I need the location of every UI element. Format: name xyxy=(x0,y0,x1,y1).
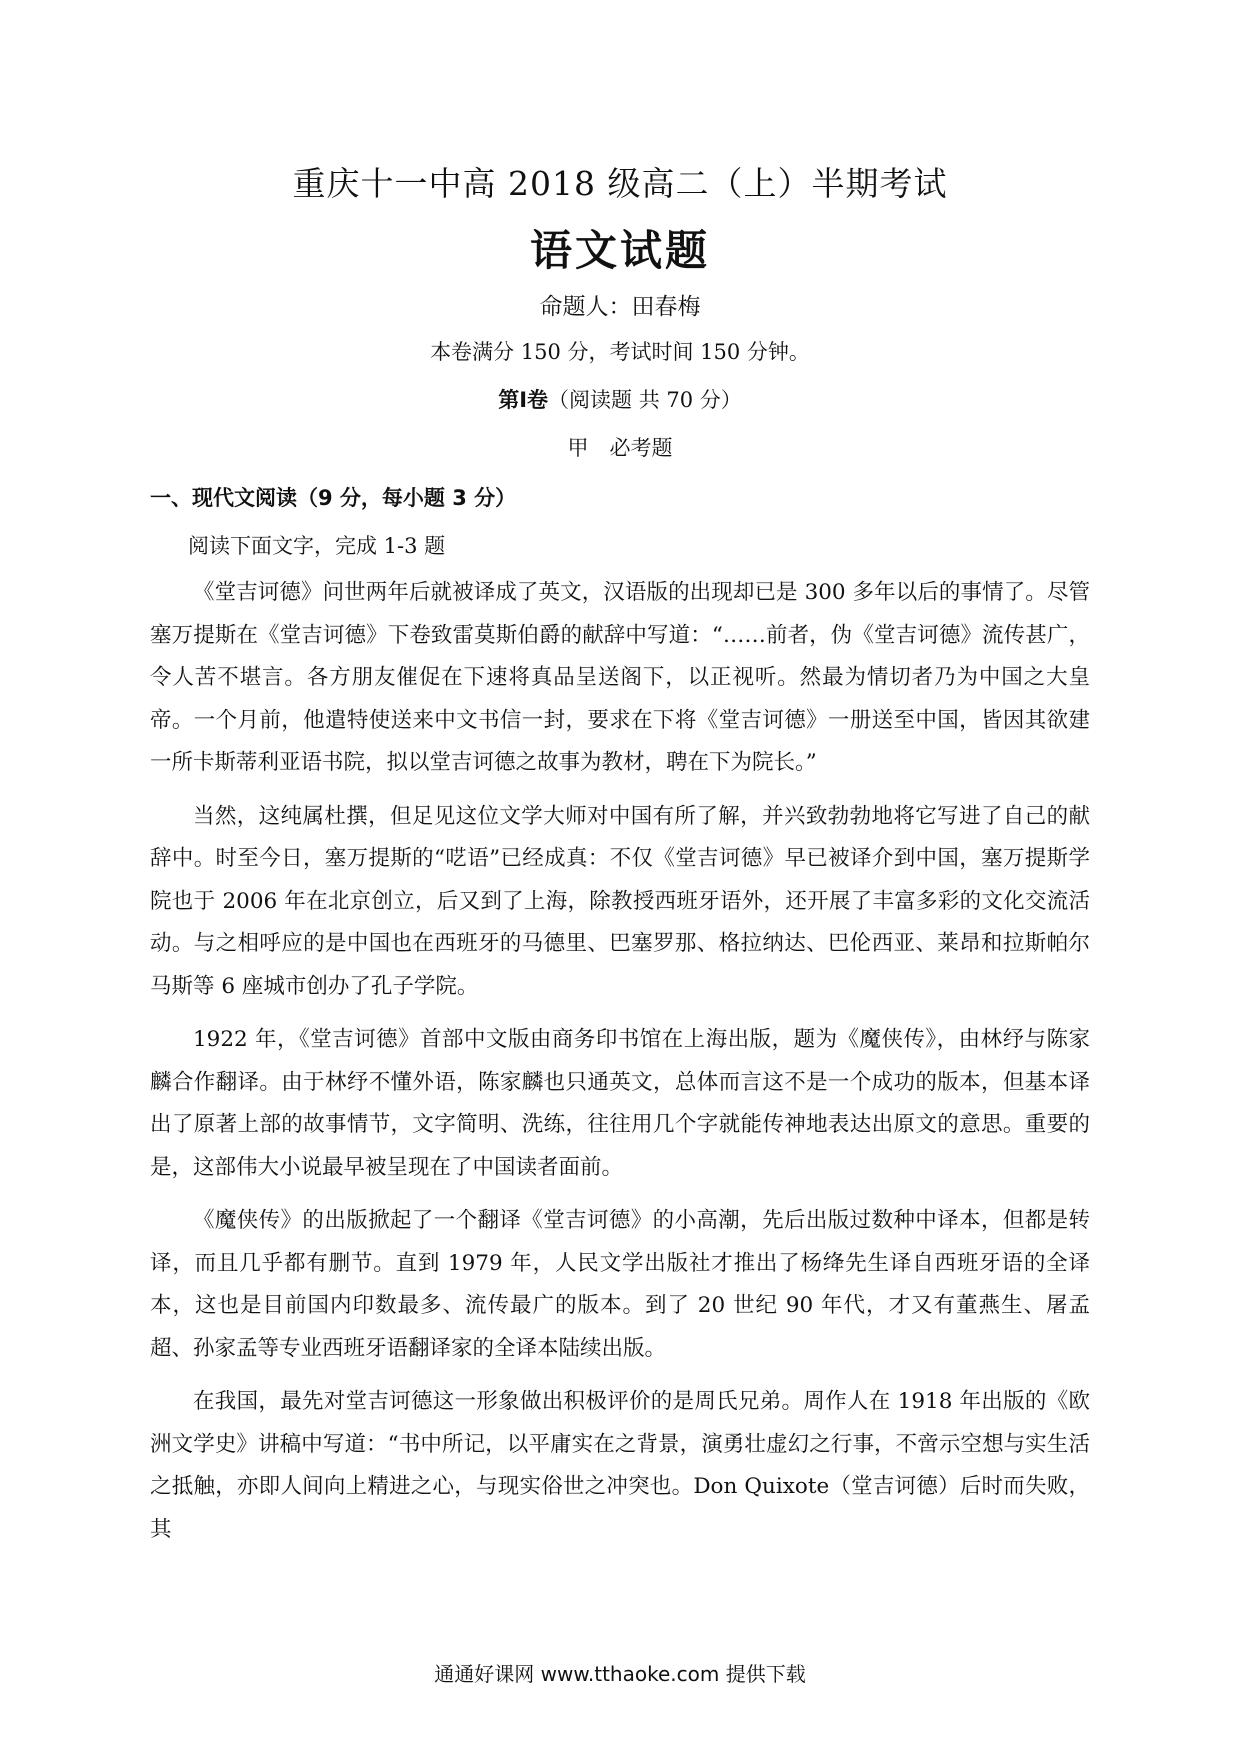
volume-detail: （阅读题 共 70 分） xyxy=(548,388,742,412)
exam-title: 重庆十一中高 2018 级高二（上）半期考试 xyxy=(292,164,948,203)
footer-source: 通通好课网 www.tthaoke.com 提供下载 xyxy=(434,1662,806,1686)
paragraph: 在我国，最先对堂吉诃德这一形象做出积极评价的是周氏兄弟。周作人在 1918 年出版的《欧洲文学史》讲稿中写道：“书中所记，以平庸实在之背景，演勇壮虚幻之行事，不啻示空想与实生活之抵触，亦即人间向上精进之心，与现实俗世之冲突也。Don Quixote（堂吉诃德）后时而失败，其 xyxy=(150,1389,1090,1542)
paragraph: 1922 年，《堂吉诃德》首部中文版由商务印书馆在上海出版，题为《魔侠传》，由林纾与陈家麟合作翻译。由于林纾不懂外语，陈家麟也只通英文，总体而言这不是一个成功的版本，但基本译出了原著上部的故事情节，文字简明、洗练，往往用几个字就能传神地表达出原文的意思。重要的是，这部伟大小说最早被呈现在了中国读者面前。 xyxy=(150,1027,1090,1180)
volume-heading xyxy=(0,384,1240,414)
paragraph: 当然，这纯属杜撰，但足见这位文学大师对中国有所了解，并兴致勃勃地将它写进了自己的献辞中。时至今日，塞万提斯的“呓语”已经成真：不仅《堂吉诃德》早已被译介到中国，塞万提斯学院也于 2006 年在北京创立，后又到了上海，除教授西班牙语外，还开展了丰富多彩的文化交流活动。与之相呼应的是中国也在西班牙的马德里、巴塞罗那、格拉纳达、巴伦西亚、莱昂和拉斯帕尔马斯等 6 座城市创办了孔子学院。 xyxy=(150,803,1090,999)
part-label: 甲 必考题 xyxy=(567,436,673,460)
section-heading: 一、现代文阅读（9 分，每小题 3 分） xyxy=(150,486,517,510)
exam-info: 本卷满分 150 分，考试时间 150 分钟。 xyxy=(430,340,810,364)
reading-passage xyxy=(150,572,1090,1562)
reading-instruction: 阅读下面文字，完成 1-3 题 xyxy=(188,534,446,558)
paragraph: 《魔侠传》的出版掀起了一个翻译《堂吉诃德》的小高潮，先后出版过数种中译本，但都是转译，而且几乎都有删节。直到 1979 年，人民文学出版社才推出了杨绛先生译自西班牙语的全译本，这也是目前国内印数最多、流传最广的版本。到了 20 世纪 90 年代，才又有董燕生、屠孟超、孙家孟等专业西班牙语翻译家的全译本陆续出版。 xyxy=(150,1208,1090,1361)
volume-label: 第Ⅰ卷 xyxy=(498,388,549,412)
author-line: 命题人：田春梅 xyxy=(539,294,701,320)
paragraph: 《堂吉诃德》问世两年后就被译成了英文，汉语版的出现却已是 300 多年以后的事情了。尽管塞万提斯在《堂吉诃德》下卷致雷莫斯伯爵的献辞中写道：“……前者，伪《堂吉诃德》流传甚广，令人苦不堪言。各方朋友催促在下速将真品呈送阁下，以正视听。然最为情切者乃为中国之大皇帝。一个月前，他遣特使送来中文书信一封，要求在下将《堂吉诃德》一册送至中国，皆因其欲建一所卡斯蒂利亚语书院，拟以堂吉诃德之故事为教材，聘在下为院长。” xyxy=(150,580,1090,775)
subject-title: 语文试题 xyxy=(529,226,710,275)
